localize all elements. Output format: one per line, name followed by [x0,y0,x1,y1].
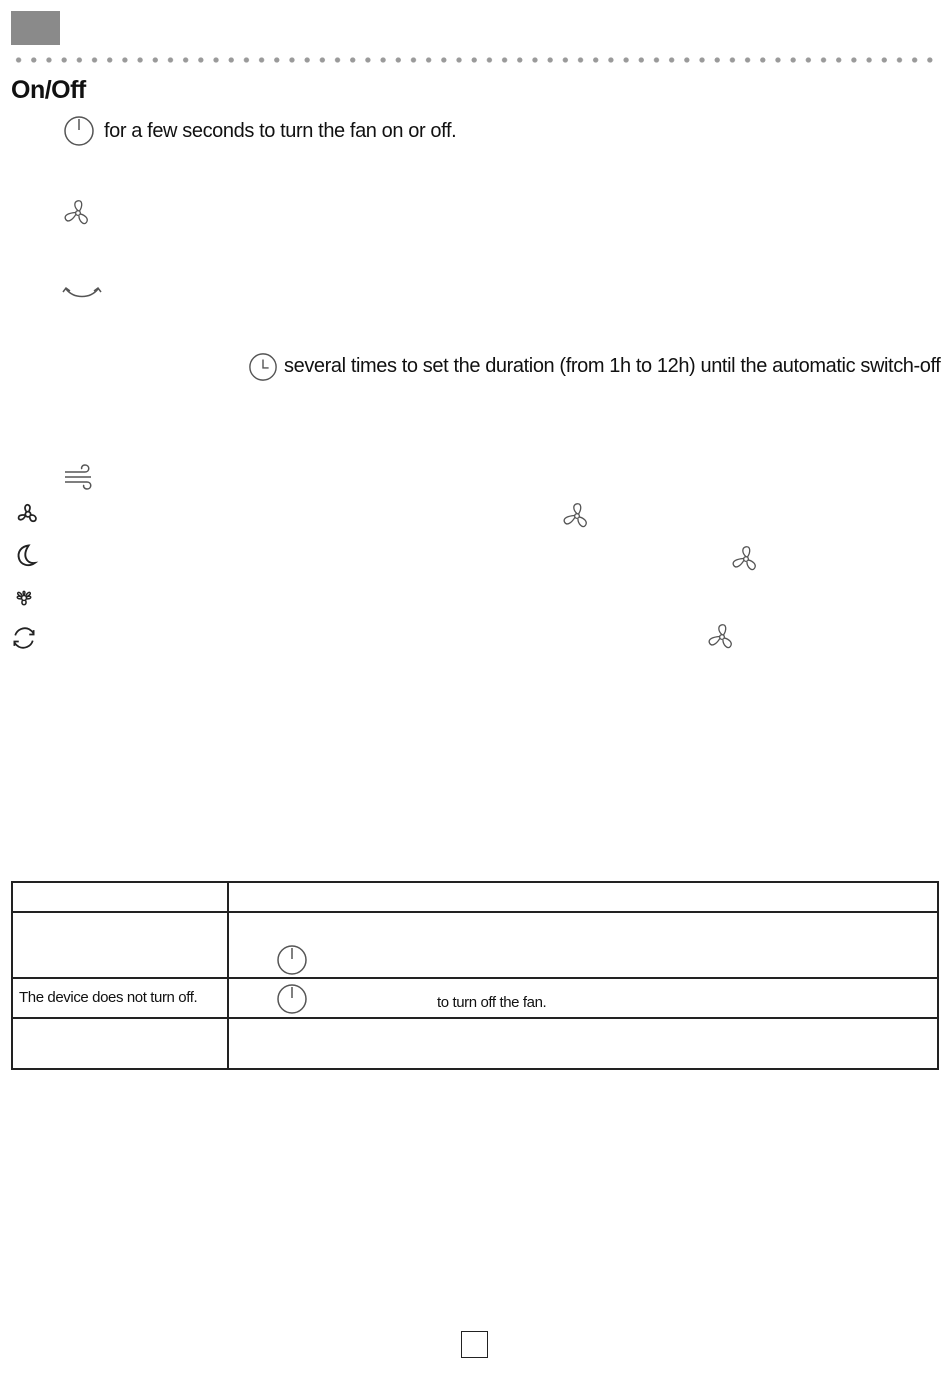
problem-text: The device does not turn off. [19,989,198,1006]
problem-cell [12,1018,228,1069]
fan-icon [562,501,592,531]
fan-icon [731,544,761,574]
wind-mode-icon [63,462,99,490]
power-icon [63,115,95,147]
solution-cell [228,912,938,978]
section-title: On/Off [11,76,86,104]
solution-header-cell [228,882,938,912]
table-row [12,1018,938,1069]
troubleshooting-table [11,881,939,1070]
fan-icon [63,198,93,228]
page-number-box [461,1331,488,1358]
clock-icon [248,352,278,382]
problem-cell [12,978,228,1018]
power-icon [276,944,308,981]
dotted-divider [11,56,939,64]
problem-cell [12,912,228,978]
power-icon [276,983,308,1020]
fan-mode-icon [14,502,42,530]
solution-cell [228,1018,938,1069]
fan-icon [707,622,737,652]
problem-header-cell [12,882,228,912]
timer-instruction: several times to set the duration (from 1h to 12h) until the automatic switch-off [284,355,941,377]
flower-fan-icon [11,585,37,611]
oscillation-icon [62,281,102,301]
cycle-icon [10,624,38,652]
solution-text: to turn off the fan. [437,994,547,1011]
header-box [11,11,60,45]
table-row [12,978,938,1018]
solution-cell [228,978,938,1018]
moon-icon [12,542,40,570]
power-instruction: for a few seconds to turn the fan on or off. [104,120,457,142]
table-row [12,882,938,912]
table-row [12,912,938,978]
